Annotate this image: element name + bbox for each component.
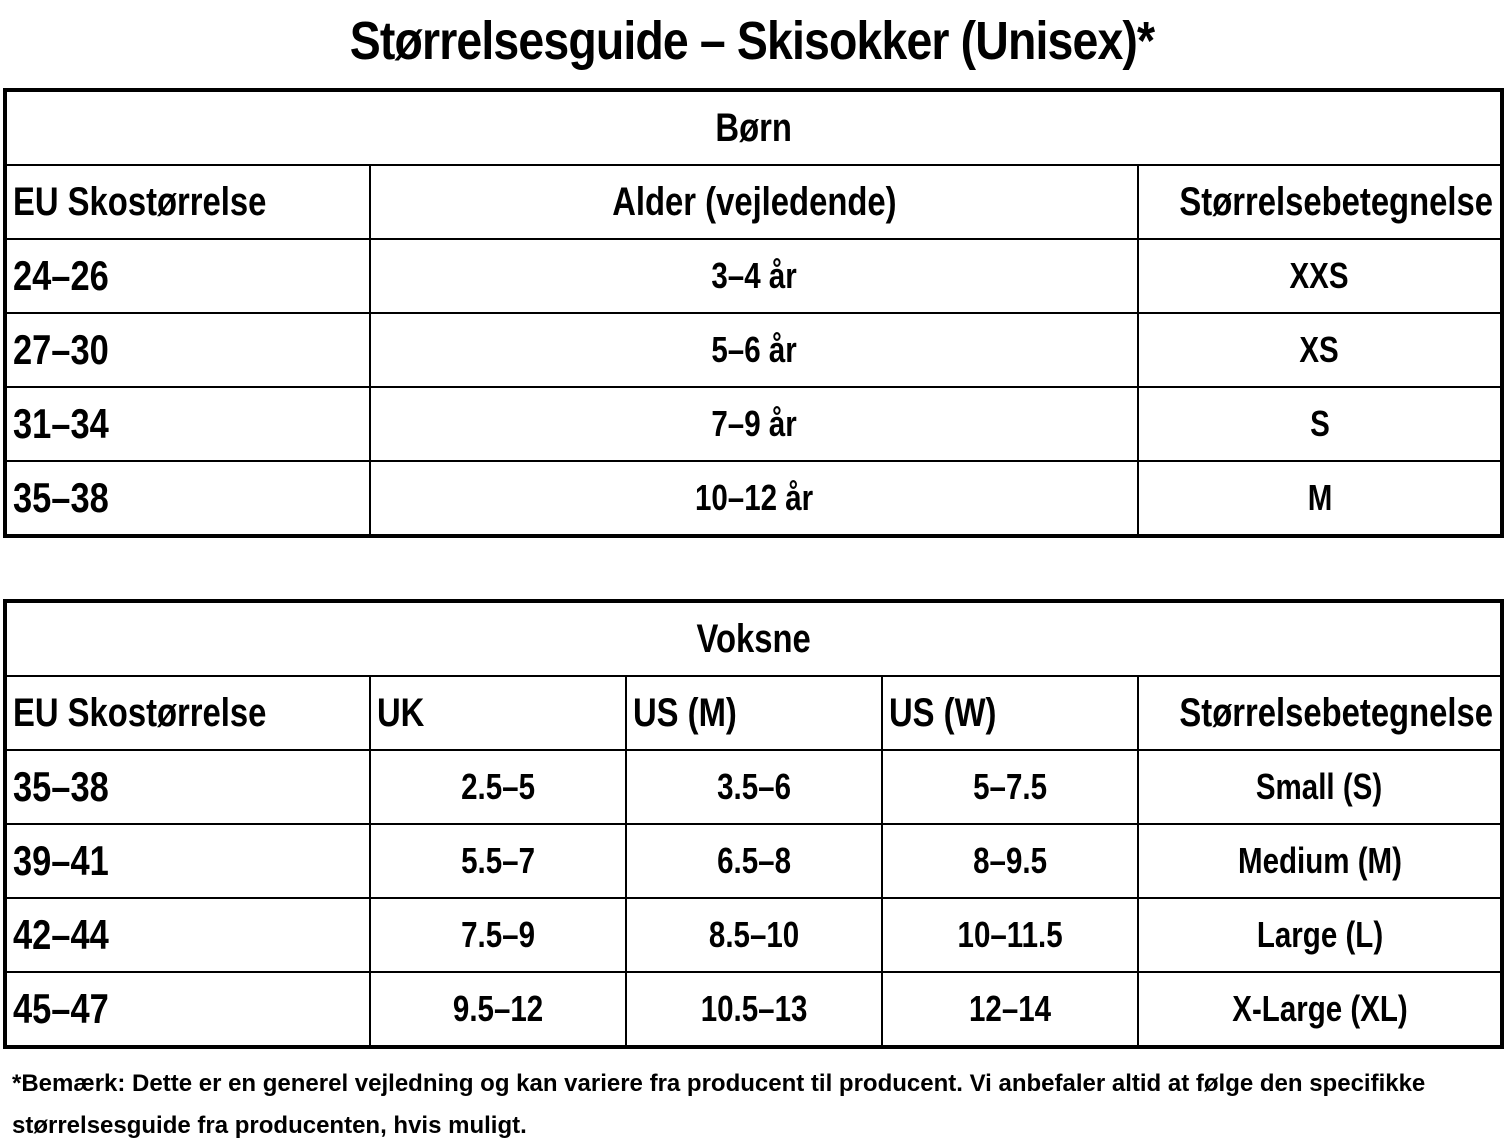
page-title: Størrelsesguide – Skisokker (Unisex)* (349, 11, 1155, 71)
header-age: Alder (vejledende) (370, 165, 1138, 239)
eu-size-cell: 42–44 (5, 898, 370, 972)
uk-cell: 9.5–12 (370, 972, 626, 1047)
us-women-cell: 8–9.5 (882, 824, 1138, 898)
us-men-cell: 10.5–13 (626, 972, 882, 1047)
header-size-label: Størrelsebetegnelse (1138, 165, 1502, 239)
table-row (5, 239, 1502, 313)
header-size-label: Størrelsebetegnelse (1138, 676, 1502, 750)
adults-size-table (3, 599, 1504, 1049)
table-row (5, 750, 1502, 824)
age-cell: 5–6 år (370, 313, 1138, 387)
size-label-cell: X-Large (XL) (1138, 972, 1502, 1047)
eu-size-cell: 31–34 (5, 387, 370, 461)
footnote: *Bemærk: Dette er en generel vejledning og kan variere fra producent til producent. Vi anbefaler altid at følge den specifikke størrelsesguide fra producenten, hvis muligt. (12, 1070, 1426, 1139)
header-eu-size: EU Skostørrelse (5, 676, 370, 750)
eu-size-cell: 35–38 (5, 750, 370, 824)
us-women-cell: 12–14 (882, 972, 1138, 1047)
uk-cell: 5.5–7 (370, 824, 626, 898)
table-row (5, 824, 1502, 898)
eu-size-cell: 27–30 (5, 313, 370, 387)
us-men-cell: 8.5–10 (626, 898, 882, 972)
eu-size-cell: 45–47 (5, 972, 370, 1047)
eu-size-cell: 35–38 (5, 461, 370, 536)
age-cell: 3–4 år (370, 239, 1138, 313)
table-row (5, 898, 1502, 972)
kids-header-row (5, 165, 1502, 239)
adults-header-row (5, 676, 1502, 750)
eu-size-cell: 24–26 (5, 239, 370, 313)
header-uk: UK (370, 676, 626, 750)
size-label-cell: Large (L) (1138, 898, 1502, 972)
table-row (5, 313, 1502, 387)
us-women-cell: 10–11.5 (882, 898, 1138, 972)
us-men-cell: 6.5–8 (626, 824, 882, 898)
adults-section-title: Voksne (5, 601, 1502, 676)
header-us-men: US (M) (626, 676, 882, 750)
age-cell: 10–12 år (370, 461, 1138, 536)
size-label-cell: Medium (M) (1138, 824, 1502, 898)
us-women-cell: 5–7.5 (882, 750, 1138, 824)
header-eu-size: EU Skostørrelse (5, 165, 370, 239)
size-label-cell: S (1138, 387, 1502, 461)
size-label-cell: M (1138, 461, 1502, 536)
adults-section-row (5, 601, 1502, 676)
table-row (5, 387, 1502, 461)
kids-section-row (5, 90, 1502, 165)
kids-section-title: Børn (5, 90, 1502, 165)
uk-cell: 2.5–5 (370, 750, 626, 824)
eu-size-cell: 39–41 (5, 824, 370, 898)
size-label-cell: XXS (1138, 239, 1502, 313)
us-men-cell: 3.5–6 (626, 750, 882, 824)
size-label-cell: XS (1138, 313, 1502, 387)
kids-size-table (3, 88, 1504, 538)
table-row (5, 461, 1502, 536)
age-cell: 7–9 år (370, 387, 1138, 461)
table-row (5, 972, 1502, 1047)
size-label-cell: Small (S) (1138, 750, 1502, 824)
uk-cell: 7.5–9 (370, 898, 626, 972)
header-us-women: US (W) (882, 676, 1138, 750)
